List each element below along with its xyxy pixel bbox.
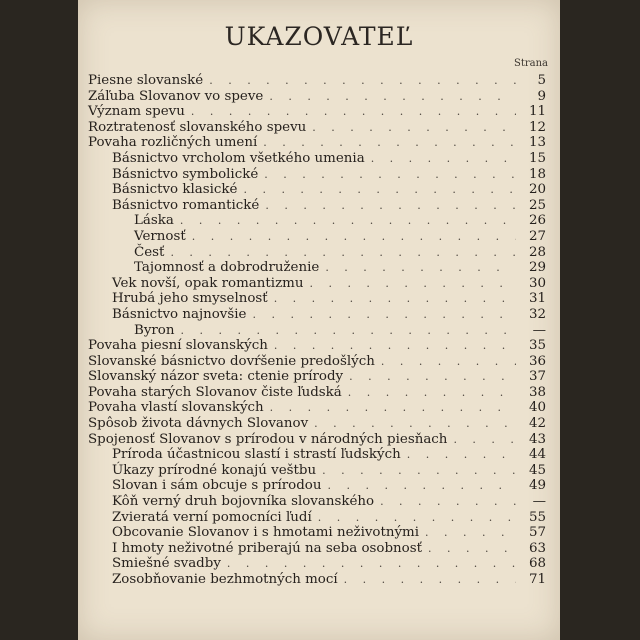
toc-entry-page: 15 [528,150,546,166]
dot-leader [349,369,516,385]
toc-entry-title: Zosobňovanie bezhmotných mocí [112,572,338,587]
dot-leader [325,260,516,276]
toc-entry-page: 11 [528,104,546,120]
toc-entry-page: 37 [528,369,546,385]
toc-entry-title: Byron [134,322,175,338]
dot-leader [270,400,516,416]
toc-entry [88,525,546,541]
toc-entry-page: 27 [528,228,546,244]
toc-entry-title: Vek novší, opak romantizmu [112,275,304,291]
toc-entry-title: Povaha rozličných umení [88,135,258,151]
toc-entry-page: 18 [528,166,546,182]
toc-entry [88,229,546,245]
toc-entry [88,151,546,167]
toc-entry-title: Spojenosť Slovanov s prírodou v národných piesňach [88,431,448,447]
toc-entry [88,167,546,183]
toc-entry [88,323,546,339]
toc-entry-title: Zvieratá verní pomocníci ľudí [112,509,312,525]
toc-entry-title: Básnictvo symbolické [112,166,259,182]
toc-entry-title: Tajomnosť a dobrodruženie [134,260,320,276]
toc-entry [88,369,546,385]
toc-entry [88,89,546,105]
toc-entry [88,260,546,276]
toc-entry-page: 28 [528,244,546,260]
toc-entry-title: Príroda účastnicou slastí i strastí ľudských [112,447,401,463]
dot-leader [380,494,516,510]
toc-entry-page: 9 [537,88,546,104]
dot-leader [265,198,516,214]
dot-leader [264,167,516,183]
dot-leader [263,135,516,151]
table-of-contents [88,73,546,588]
toc-entry-title: Povaha piesní slovanských [88,338,268,354]
toc-entry-page: 40 [528,400,546,416]
toc-entry-page: 44 [528,447,546,463]
toc-entry-page: 30 [528,275,546,291]
toc-entry-page: 12 [528,119,546,135]
dot-leader [348,385,516,401]
toc-entry-title: Básnictvo vrcholom všetkého umenia [112,150,365,166]
dot-leader [180,213,516,229]
toc-entry-title: Spôsob života dávnych Slovanov [88,416,309,432]
page-title: UKAZOVATEĽ [224,22,414,51]
toc-entry-page: 20 [528,182,546,198]
toc-entry [88,494,546,510]
dot-leader [170,245,516,261]
dot-leader [344,572,516,588]
toc-entry-page: 68 [528,556,546,572]
dot-leader [407,447,516,463]
toc-entry [88,338,546,354]
toc-entry [88,400,546,416]
toc-entry-page: 45 [528,462,546,478]
toc-entry-title: Obcovanie Slovanov i s hmotami neživotnými [112,525,420,541]
toc-entry-page: 35 [528,338,546,354]
toc-entry-page: 63 [528,540,546,556]
toc-entry [88,478,546,494]
toc-entry-page: 49 [528,478,546,494]
toc-entry-title: Slovanské básnictvo dovŕšenie predošlých [88,353,375,369]
toc-entry-page: 29 [528,260,546,276]
dot-leader [309,276,516,292]
toc-entry [88,416,546,432]
toc-entry [88,447,546,463]
toc-entry-page: 43 [528,431,546,447]
toc-entry-title: Vernosť [134,228,186,244]
toc-entry [88,73,546,89]
page-column-header: Strana [513,58,548,69]
toc-entry [88,135,546,151]
toc-entry-page: 38 [528,384,546,400]
dot-leader [425,525,516,541]
dot-leader [322,463,516,479]
toc-entry [88,385,546,401]
dot-leader [314,416,516,432]
toc-entry-title: Záľuba Slovanov vo speve [88,88,264,104]
toc-entry-title: Česť [134,244,165,260]
toc-entry [88,276,546,292]
dot-leader [181,323,517,339]
dot-leader [192,229,516,245]
toc-entry-title: Básnictvo najnovšie [112,306,247,322]
toc-entry-page: 26 [528,213,546,229]
toc-entry [88,213,546,229]
toc-entry-title: Roztratenosť slovanského spevu [88,119,307,135]
toc-entry-page: 71 [528,572,546,587]
toc-entry [88,245,546,261]
dot-leader [318,510,516,526]
toc-entry-page: 5 [537,73,546,88]
toc-entry-page: 31 [528,291,546,307]
toc-entry-title: Význam spevu [88,104,185,120]
toc-entry [88,198,546,214]
book-page [78,0,560,640]
dot-leader [269,89,516,105]
dot-leader [252,307,516,323]
toc-entry [88,463,546,479]
toc-entry-title: Kôň verný druh bojovníka slovanského [112,494,375,510]
dot-leader [243,182,516,198]
dot-leader [274,291,516,307]
dot-leader [191,104,516,120]
dot-leader [328,478,517,494]
toc-entry-page: 55 [528,509,546,525]
toc-entry-page: 13 [528,135,546,151]
toc-entry-title: Básnictvo romantické [112,197,260,213]
toc-entry-page: — [532,322,546,338]
toc-entry-title: Slovanský názor sveta: ctenie prírody [88,369,344,385]
toc-entry-title: Slovan i sám obcuje s prírodou [112,478,322,494]
toc-entry [88,510,546,526]
toc-entry-page: 25 [528,197,546,213]
toc-entry-title: I hmoty neživotné priberajú na seba osobnosť [112,540,422,556]
toc-entry [88,354,546,370]
dot-leader [428,541,516,557]
toc-entry [88,307,546,323]
toc-entry-title: Piesne slovanské [88,73,204,88]
toc-entry [88,120,546,136]
dot-leader [274,338,516,354]
toc-entry [88,572,546,588]
toc-entry-page: 57 [528,525,546,541]
toc-entry [88,432,546,448]
dot-leader [371,151,516,167]
toc-entry-page: 42 [528,416,546,432]
toc-entry-title: Smiešné svadby [112,556,221,572]
toc-entry-title: Hrubá jeho smyselnosť [112,291,268,307]
dot-leader [227,556,516,572]
toc-entry-title: Láska [134,213,174,229]
dot-leader [312,120,516,136]
toc-entry [88,541,546,557]
toc-entry [88,182,546,198]
toc-entry-page: 32 [528,306,546,322]
toc-entry-page: — [532,494,546,510]
toc-entry-page: 36 [528,353,546,369]
dot-leader [381,354,516,370]
dot-leader [209,73,516,89]
toc-entry [88,291,546,307]
toc-entry [88,556,546,572]
toc-entry-title: Povaha starých Slovanov čiste ľudská [88,384,342,400]
toc-entry-title: Povaha vlastí slovanských [88,400,264,416]
toc-entry-title: Básnictvo klasické [112,182,238,198]
toc-entry [88,104,546,120]
dot-leader [453,432,516,448]
toc-entry-title: Úkazy prírodné konajú veštbu [112,462,317,478]
